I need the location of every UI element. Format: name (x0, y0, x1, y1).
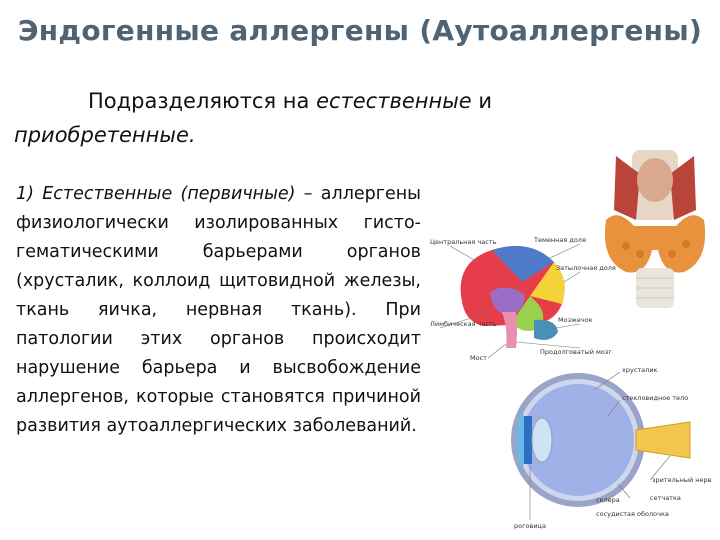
brain-label-pons: Мост (470, 354, 487, 362)
eye-label-retina: сетчатка (650, 494, 681, 502)
paragraph-text: – аллергены физиологически изолированных гисто-гематическими барьерами органов (хрусталик, коллоид щитовидной железы, ткань яичка, нервная ткань). При патологии этих органов происходит нарушение барьера и высвобождение аллергенов, которые становятся причиной развития аутоаллергических заболеваний. (16, 184, 421, 436)
brain-illustration (430, 232, 616, 362)
intro-conj: и (471, 89, 493, 113)
intro-acquired: приобретенные. (14, 123, 196, 147)
brain-label-limbic: Лимбическая часть (430, 320, 497, 328)
thyroid-illustration (596, 150, 714, 310)
intro-text (14, 84, 614, 152)
eye-label-lens: хрусталик (622, 366, 658, 374)
eye-label-sclera: склера (596, 496, 620, 504)
brain-label-parietal: Теменная доля (534, 236, 586, 244)
brain-label-central: Центральная часть (430, 238, 497, 246)
body-paragraph (16, 180, 421, 441)
paragraph-heading: 1) Естественные (первичные) (16, 184, 296, 204)
brain-label-cerebellum: Мозжечок (558, 316, 593, 324)
brain-label-medulla: Продолговатый мозг (540, 348, 612, 356)
eye-label-choroid: сосудистая оболочка (596, 510, 669, 518)
intro-lead: Подразделяются на (88, 89, 317, 113)
slide-title: Эндогенные аллергены (Аутоаллергены) (17, 14, 703, 47)
eye-label-vitreous: стекловидное тело (622, 394, 689, 402)
brain-label-occipital: Затылочная доля (556, 264, 616, 272)
eye-illustration (500, 360, 712, 534)
intro-natural: естественные (316, 89, 472, 113)
eye-label-optic-nerve: зрительный нерв (652, 476, 712, 484)
eye-label-cornea: роговица (514, 522, 546, 530)
